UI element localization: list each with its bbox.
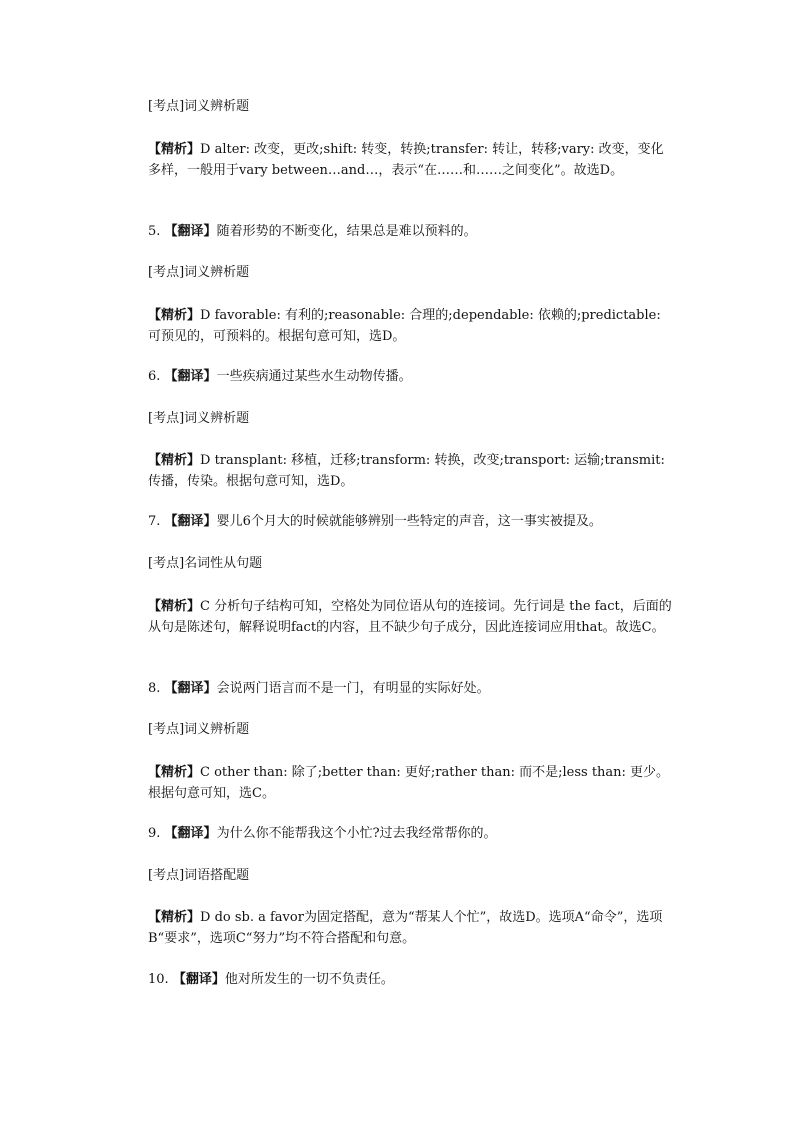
jingxi-paragraph: [120, 907, 676, 949]
jingxi-paragraph: [120, 305, 676, 347]
fanyi-label: 【翻译】: [172, 972, 225, 987]
fanyi-label: 【翻译】: [164, 369, 217, 384]
fanyi-label: 【翻译】: [164, 681, 217, 696]
kaodian-line: [考点]词义辨析题: [148, 722, 250, 737]
fanyi-label: 【翻译】: [164, 514, 217, 529]
kaodian-line: [考点]词义辨析题: [148, 99, 250, 114]
fanyi-label: 【翻译】: [164, 224, 217, 239]
fanyi-line: [0, 222, 794, 242]
item-number: 7.: [148, 514, 161, 529]
jingxi-label: 【精析】: [148, 142, 201, 157]
fanyi-line: [0, 970, 794, 990]
kaodian-line: [考点]名词性从句题: [148, 556, 263, 571]
jingxi-text: C 分析句子结构可知，空格处为同位语从句的连接词。先行词是 the fact，后面的从句是陈述句，解释说明fact的内容，且不缺少句子成分，因此连接词应用that。故选C。: [148, 599, 672, 635]
jingxi-label: 【精析】: [148, 453, 201, 468]
fanyi-label: 【翻译】: [164, 826, 217, 841]
fanyi-text: 会说两门语言而不是一门，有明显的实际好处。: [216, 681, 490, 696]
jingxi-text: D do sb. a favor为固定搭配，意为“帮某人个忙”，故选D。选项A“命令”，选项B“要求”，选项C“努力”均不符合搭配和句意。: [148, 910, 663, 946]
item-number: 10.: [148, 972, 169, 987]
jingxi-label: 【精析】: [148, 910, 201, 925]
jingxi-label: 【精析】: [148, 599, 201, 614]
jingxi-paragraph: [120, 596, 676, 638]
fanyi-line: [0, 679, 794, 699]
jingxi-label: 【精析】: [148, 308, 201, 323]
kaodian-line: [考点]词语搭配题: [148, 868, 250, 883]
fanyi-text: 为什么你不能帮我这个小忙?过去我经常帮你的。: [216, 826, 497, 841]
jingxi-paragraph: [120, 762, 676, 804]
fanyi-line: [0, 824, 794, 844]
fanyi-line: [0, 367, 794, 387]
fanyi-text: 随着形势的不断变化，结果总是难以预料的。: [216, 224, 477, 239]
fanyi-line: [0, 512, 794, 532]
fanyi-text: 他对所发生的一切不负责任。: [224, 972, 394, 987]
jingxi-paragraph: [120, 450, 676, 492]
kaodian-line: [考点]词义辨析题: [148, 411, 250, 426]
item-number: 8.: [148, 681, 161, 696]
fanyi-text: 一些疾病通过某些水生动物传播。: [216, 369, 412, 384]
jingxi-paragraph: [120, 139, 676, 181]
item-number: 5.: [148, 224, 161, 239]
fanyi-text: 婴儿6个月大的时候就能够辨别一些特定的声音，这一事实被提及。: [216, 514, 602, 529]
jingxi-label: 【精析】: [148, 765, 201, 780]
jingxi-text: D transplant: 移植，迁移;transform: 转换，改变;transport: 运输;transmit: 传播，传染。根据句意可知，选D。: [148, 453, 665, 489]
jingxi-text: D alter: 改变，更改;shift: 转变，转换;transfer: 转让，转移;vary: 改变，变化多样，一般用于vary between…and…，表示“在……和……之间变化”。故选D。: [148, 142, 664, 178]
item-number: 6.: [148, 369, 161, 384]
kaodian-line: [考点]词义辨析题: [148, 265, 250, 280]
item-number: 9.: [148, 826, 161, 841]
jingxi-text: D favorable: 有利的;reasonable: 合理的;dependable: 依赖的;predictable: 可预见的，可预料的。根据句意可知，选D。: [148, 308, 661, 344]
jingxi-text: C other than: 除了;better than: 更好;rather than: 而不是;less than: 更少。根据句意可知，选C。: [148, 765, 670, 801]
